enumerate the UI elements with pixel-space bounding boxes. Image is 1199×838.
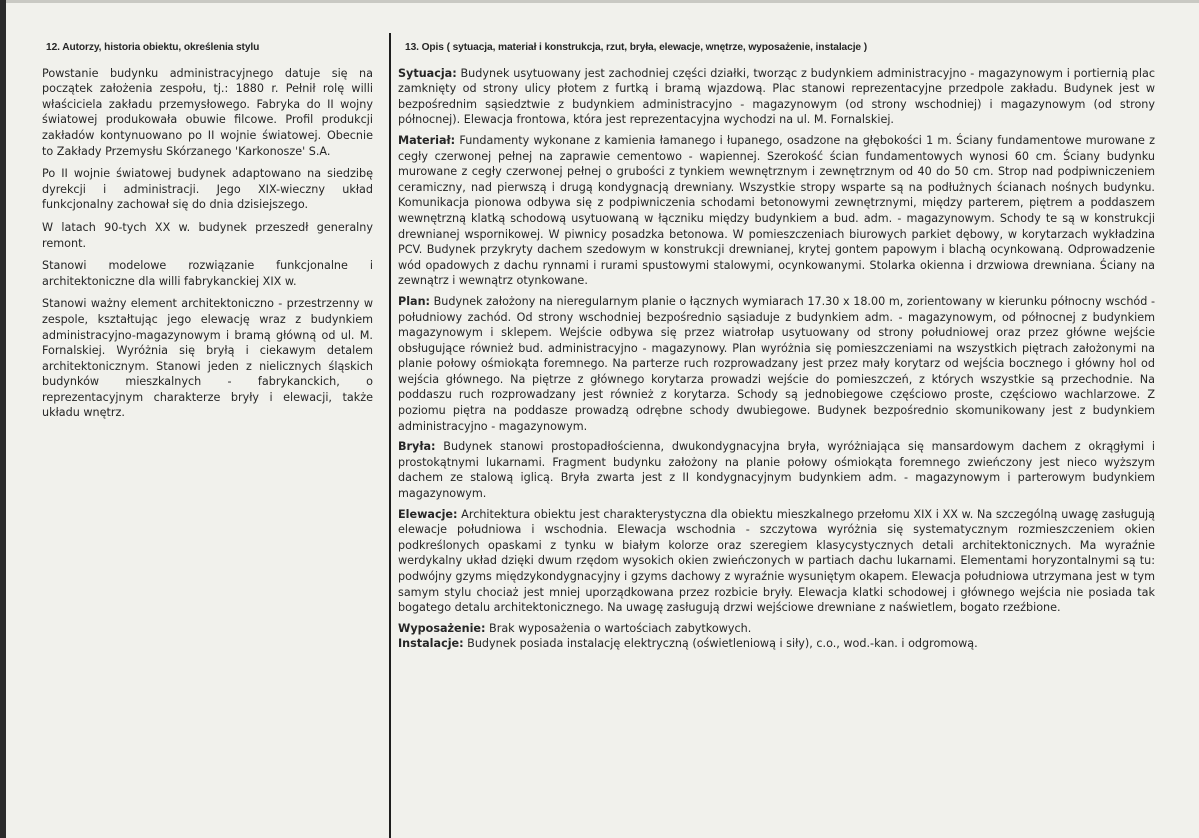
page-left-edge — [0, 0, 6, 838]
section-label: Sytuacja: — [398, 66, 457, 80]
section-wyposazenie — [398, 621, 1155, 637]
section-text: Architektura obiektu jest charakterystyczna dla obiektu mieszkalnego przełomu XIX i XX w. Na szczególną uwagę zasługują elewacje południowa i wschodnia. Elewacja wschodnia - szczytowa wyróżnia się systematycznym rozmieszczeniem okien podkreślonych opaskami z tynku w białym kolorze oraz szeregiem klasycystycznych detali architektonicznych. Ma wyraźnie werdykalny układ dzięki dwum rzędom wysokich okien zwieńczonych w partiach dachu lukarnami. Elementami horyzontalnymi są tu: podwójny gzyms międzykondygnacyjny i gzyms dachowy z wyraźnie wysuniętym okapem. Elewacja południowa utrzymana jest w tym samym stylu chociaż jest mniej uporządkowana przez rozbicie bryły. Elewacja klatki schodowej i głównego wejścia nie posiada tak bogatego detalu architektonicznego. Na uwagę zasługują drzwi wejściowe drewniane z naświetlem, bogato rzeźbione. — [398, 507, 1155, 615]
section-label: Plan: — [398, 294, 431, 308]
history-heading: 12. Autorzy, historia obiektu, określenia stylu — [46, 42, 260, 53]
show-through-text — [612, 760, 634, 795]
description-heading: 13. Opis ( sytuacja, materiał i konstrukcja, rzut, bryła, elewacje, wnętrze, wyposażenie, instalacje ) — [405, 42, 868, 53]
history-paragraph: Powstanie budynku administracyjnego datuje się na początek założenia zespołu, tj.: 1880 r. Pełnił rolę willi właściciela zakładu przemysłowego. Fabryka do II wojny światowej produkowała obuwie filcowe. Profil produkcji zakładów kontynuowano po II wojnie światowej. Obecnie to Zakłady Przemysłu Skórzanego 'Karkonosze' S.A. — [42, 66, 373, 158]
section-bryla — [398, 439, 1155, 501]
section-text: Budynek posiada instalację elektryczną (oświetleniową i siły), c.o., wod.-kan. i odgromową. — [463, 637, 978, 651]
history-paragraph: Stanowi modelowe rozwiązanie funkcjonalne i architektoniczne dla willi fabrykanckiej XIX w. — [42, 259, 373, 288]
section-text: Budynek stanowi prostopadłościenna, dwukondygnacyjna bryła, wyróżniająca się mansardowym dachem z okrągłymi i prostokątnymi lukarnami. Fragment budynku założony na planie połowy ośmiokąta foremnego zwieńczony jest nieco wyższym dachem ze stalową iglicą. Bryła zwarta jest z II kondygnacyjnym budynkiem adm. - magazynowym i parterowym budynkiem magazynowym. — [398, 440, 1155, 501]
history-paragraph: W latach 90-tych XX w. budynek przeszedł generalny remont. — [42, 220, 373, 250]
section-label: Elewacje: — [398, 507, 458, 521]
section-text: Budynek założony na nieregularnym planie o łącznych wymiarach 17.30 x 18.00 m, zorientowany w kierunku północny wschód - południowy zachód. Od strony wschodniej bezpośrednio sąsiaduje z budynkiem adm. - magazynowym, od północnej z budynkiem magazynowym i sklepem. Wejście odbywa się przez wiatrołap usytuowany od strony południowej oraz przez główne wejście obsługujące również bud. administracyjno - magazynowy. Plan wyróżnia się pomieszczeniami na wszystkich piętrach założonymi na planie połowy ośmiokąta foremnego. Na parterze ruch rozprowadzany jest przez mały korytarz od wejścia bocznego i główny hol od wejścia głównego. Na piętrze z głównego korytarza prowadzi wejście do pomieszczeń, z których wszystkie są przechodnie. Na poddaszu ruch rozprowadzany jest również z korytarza. Schody są jednobiegowe częściowo proste, częściowo wachlarzowe. Z poziomu piętra na poddasze prowadzą odrębne schody dwubiegowe. Budynek bezpośrednio skomunikowany jest z budynkiem administracyjno - magazynowym. — [398, 294, 1155, 433]
history-paragraph: Po II wojnie światowej budynek adaptowano na siedzibę dyrekcji i administracji. Jego XIX-wieczny układ funkcjonalny zachował się do dnia dzisiejszego. — [42, 167, 373, 212]
section-text: Budynek usytuowany jest zachodniej części działki, tworząc z budynkiem administracyjno - magazynowym i portiernią plac zamknięty od strony ulicy płotem z furtką i bramą wjazdową. Plac stanowi reprezentacyjne przedpole zakładu. Budynek jest w bezpośrednim sąsiedztwie z budynkiem administracyjno - magazynowym (od strony wschodniej) i magazynowym (od strony północnej). Elewacja frontowa, która jest reprezentacyjna wychodzi na ul. M. Fornalskiej. — [398, 66, 1155, 127]
section-label: Instalacje: — [398, 637, 464, 651]
section-material — [398, 133, 1155, 289]
section-label: Bryła: — [398, 440, 436, 454]
section-instalacje — [398, 636, 1155, 652]
description-column — [398, 40, 1155, 657]
section-text: Brak wyposażenia o wartościach zabytkowych. — [485, 621, 752, 635]
history-paragraph: Stanowi ważny element architektoniczno - przestrzenny w zespole, kształtując jego elewację wraz z budynkiem administracyjno-magazynowym i bramą główną od ul. M. Fornalskiej. Wyróżnia się bryłą i ciekawym detalem architektonicznym. Stanowi jeden z nielicznych śląskich budynków mieszkalnych - fabrykanckich, o reprezentacyjnym charakterze bryły i elewacji, także układu wnętrz. — [42, 297, 373, 420]
section-elewacje — [398, 507, 1155, 616]
section-label: Wyposażenie: — [398, 621, 486, 635]
section-plan — [398, 294, 1155, 434]
section-text: Fundamenty wykonane z kamienia łamanego i łupanego, osadzone na głębokości 1 m. Ściany fundamentowe murowane z cegły czerwonej pełnej na zaprawie cementowo - wapiennej. Szerokość ścian fundamentowych wynosi 60 cm. Ściany budynku murowane z cegły czerwonej pełnej o grubości z tynkiem wewnętrznym i zewnętrznym od 40 do 50 cm. Strop nad podpiwniczeniem ceramiczny, nad pierwszą i drugą kondygnacją drewniany. Wszystkie stropy wsparte są na podłużnych ścianach nośnych budynku. Komunikacja pionowa odbywa się z podpiwniczenia schodami betonowymi zewnętrznymi, między parterem, piętrem a poddaszem wewnętrzną klatką schodową usytuowaną w łączniku między budynkiem a bud. adm. - magazynowym. Schody te są w konstrukcji drewnianej wspornikowej. W piwnicy posadzka betonowa. W pomieszczeniach biurowych parkiet dębowy, w korytarzach wykładzina PCV. Budynek przykryty dachem szedowym w konstrukcji drewnianej, krytej gontem papowym i blachą ocynkowaną. Odprowadzenie wód opadowych z dachu rynnami i rurami spustowymi stalowymi, ocynkowanymi. Stolarka okienna i drzwiowa drewniana. Ściany na zewnątrz i wewnątrz otynkowane. — [398, 133, 1155, 288]
page-top-edge — [0, 0, 1199, 3]
history-column — [42, 40, 373, 428]
column-divider — [389, 33, 391, 838]
section-label: Materiał: — [398, 133, 456, 147]
section-sytuacja — [398, 66, 1155, 128]
